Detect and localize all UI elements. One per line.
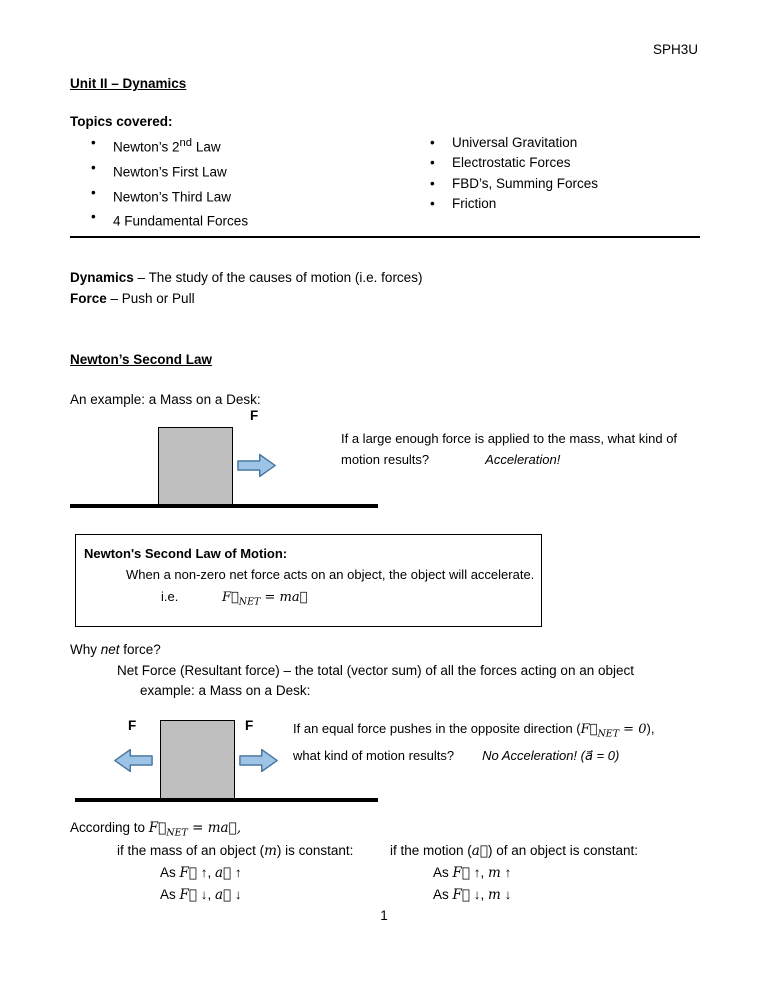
- topic-text: Newton’s 2: [113, 139, 180, 155]
- definitions-block: [70, 268, 422, 309]
- topic-item: [70, 207, 409, 232]
- condition-heading: [117, 840, 353, 862]
- definition-text: – The study of the causes of motion (i.e. forces): [133, 270, 423, 285]
- force-label-left: F: [128, 718, 137, 733]
- condition-relation: [117, 862, 353, 884]
- force-arrow-right-icon: [237, 452, 277, 479]
- relation-text: ↑,: [469, 865, 488, 880]
- according-statement: [70, 818, 241, 841]
- condition-heading: [390, 840, 638, 862]
- section-divider: [70, 236, 700, 238]
- condition-relation: [390, 862, 638, 884]
- math-symbol: m: [488, 865, 501, 881]
- topic-text: Newton’s First Law: [113, 164, 227, 180]
- law-box-formula-line: [84, 587, 533, 613]
- condition-text: ) of an object is constant:: [487, 843, 639, 858]
- topic-item: • Universal Gravitation: [409, 133, 598, 153]
- desk-line: [70, 504, 378, 508]
- force-label-right: F: [245, 718, 254, 733]
- condition-relation: [117, 884, 353, 906]
- mass-box: [160, 720, 235, 800]
- topic-text: Newton’s Third Law: [113, 189, 232, 205]
- relation-text: ↓: [231, 887, 242, 902]
- mass-on-desk-diagram-2: [70, 714, 730, 806]
- net-force-definition: Net Force (Resultant force) – the total (vector sum) of all the forces acting on an object: [117, 663, 634, 678]
- example2-intro: example: a Mass on a Desk:: [140, 683, 311, 698]
- question-text: force?: [119, 642, 161, 657]
- topics-left-column: [70, 133, 409, 232]
- net-subscript: NET: [238, 596, 261, 608]
- relation-text: ↓,: [469, 887, 488, 902]
- newtons-second-law-formula: [221, 590, 308, 608]
- topic-item: [70, 183, 409, 208]
- topics-right-column: [409, 133, 598, 232]
- relation-text: ↑: [231, 865, 242, 880]
- net-subscript: NET: [166, 827, 188, 839]
- force-arrow-right-icon: [239, 747, 279, 774]
- force-vector-symbol: F⃗: [221, 590, 239, 605]
- caption-line: If a large enough force is applied to the mass, what kind of: [341, 431, 678, 446]
- equation-rhs: = ma⃗: [260, 590, 308, 605]
- math-symbol: m: [264, 843, 277, 859]
- caption-line: [293, 718, 713, 745]
- definition-force: [70, 289, 422, 310]
- caption-answer: Acceleration!: [485, 452, 561, 467]
- topic-text: Law: [192, 139, 221, 155]
- relation-text: ↑,: [196, 865, 215, 880]
- definition-term: Force: [70, 290, 107, 306]
- motion-constant-column: [390, 840, 638, 906]
- topic-item: [70, 158, 409, 183]
- caption-line: [341, 449, 721, 470]
- condition-relation: [390, 884, 638, 906]
- according-text: According to: [70, 820, 149, 835]
- question-text: Why: [70, 642, 101, 657]
- force-label: F: [250, 408, 259, 423]
- mass-box: [158, 427, 233, 505]
- ie-label: i.e.: [161, 589, 179, 604]
- newtons-second-law-formula: [148, 820, 241, 839]
- topic-item: • Electrostatic Forces: [409, 153, 598, 173]
- caption-line: [293, 745, 713, 766]
- math-symbol: F⃗: [452, 887, 470, 903]
- condition-text: if the motion (: [390, 843, 472, 858]
- page-number: 1: [380, 908, 388, 923]
- topics-heading: Topics covered:: [70, 114, 173, 129]
- law-box-body: When a non-zero net force acts on an object, the object will accelerate.: [126, 566, 535, 582]
- net-subscript: NET: [597, 728, 620, 740]
- diagram1-caption: [341, 428, 721, 470]
- relation-text: As: [433, 865, 453, 880]
- math-symbol: a⃗: [215, 865, 232, 881]
- caption-text: ),: [646, 721, 655, 736]
- topic-item: • FBD’s, Summing Forces: [409, 174, 598, 194]
- topic-item: • Friction: [409, 194, 598, 214]
- equation-rhs: = 0: [619, 722, 647, 737]
- force-arrow-left-icon: [113, 747, 153, 774]
- math-symbol: m: [488, 887, 501, 903]
- why-net-question: [70, 640, 161, 660]
- math-symbol: F⃗: [452, 865, 470, 881]
- relation-text: As: [160, 865, 180, 880]
- relation-text: As: [433, 887, 453, 902]
- law-box-title: Newton's Second Law of Motion:: [84, 546, 288, 561]
- caption-text: If an equal force pushes in the opposite direction (: [293, 721, 581, 736]
- definition-dynamics: [70, 268, 422, 289]
- example-intro: An example: a Mass on a Desk:: [70, 392, 261, 407]
- math-symbol: F⃗: [179, 865, 197, 881]
- caption-answer: No Acceleration! (a⃗ = 0): [482, 747, 620, 763]
- relation-text: ↑: [500, 865, 512, 880]
- equation-rhs: = ma⃗,: [187, 820, 241, 836]
- math-symbol: a⃗: [215, 887, 232, 903]
- topic-text: 4 Fundamental Forces: [113, 213, 249, 229]
- math-symbol: F⃗: [179, 887, 197, 903]
- desk-line: [75, 798, 378, 802]
- relation-text: ↓: [500, 887, 512, 902]
- diagram2-caption: [293, 718, 713, 766]
- topic-superscript: nd: [179, 137, 193, 149]
- topic-item: [70, 133, 409, 158]
- caption-question: what kind of motion results?: [293, 747, 455, 763]
- unit-title: Unit II – Dynamics: [70, 76, 187, 91]
- math-symbol: a⃗: [471, 843, 488, 859]
- relation-text: As: [160, 887, 180, 902]
- definition-text: – Push or Pull: [106, 290, 195, 306]
- question-emphasis: net: [100, 642, 120, 657]
- second-law-heading: Newton’s Second Law: [70, 352, 213, 367]
- mass-constant-column: [117, 840, 353, 906]
- relation-text: ↓,: [196, 887, 215, 902]
- fnet-symbol: [580, 722, 647, 740]
- condition-text: if the mass of an object (: [117, 843, 265, 858]
- topics-list: [70, 133, 710, 232]
- force-vector-symbol: F⃗: [580, 722, 598, 737]
- condition-text: ) is constant:: [276, 843, 354, 858]
- course-code: SPH3U: [652, 42, 698, 57]
- caption-question: motion results?: [341, 452, 430, 467]
- mass-on-desk-diagram-1: [70, 408, 730, 512]
- second-law-definition-box: [75, 534, 542, 627]
- force-vector-symbol: F⃗: [148, 820, 167, 836]
- definition-term: Dynamics: [70, 270, 134, 285]
